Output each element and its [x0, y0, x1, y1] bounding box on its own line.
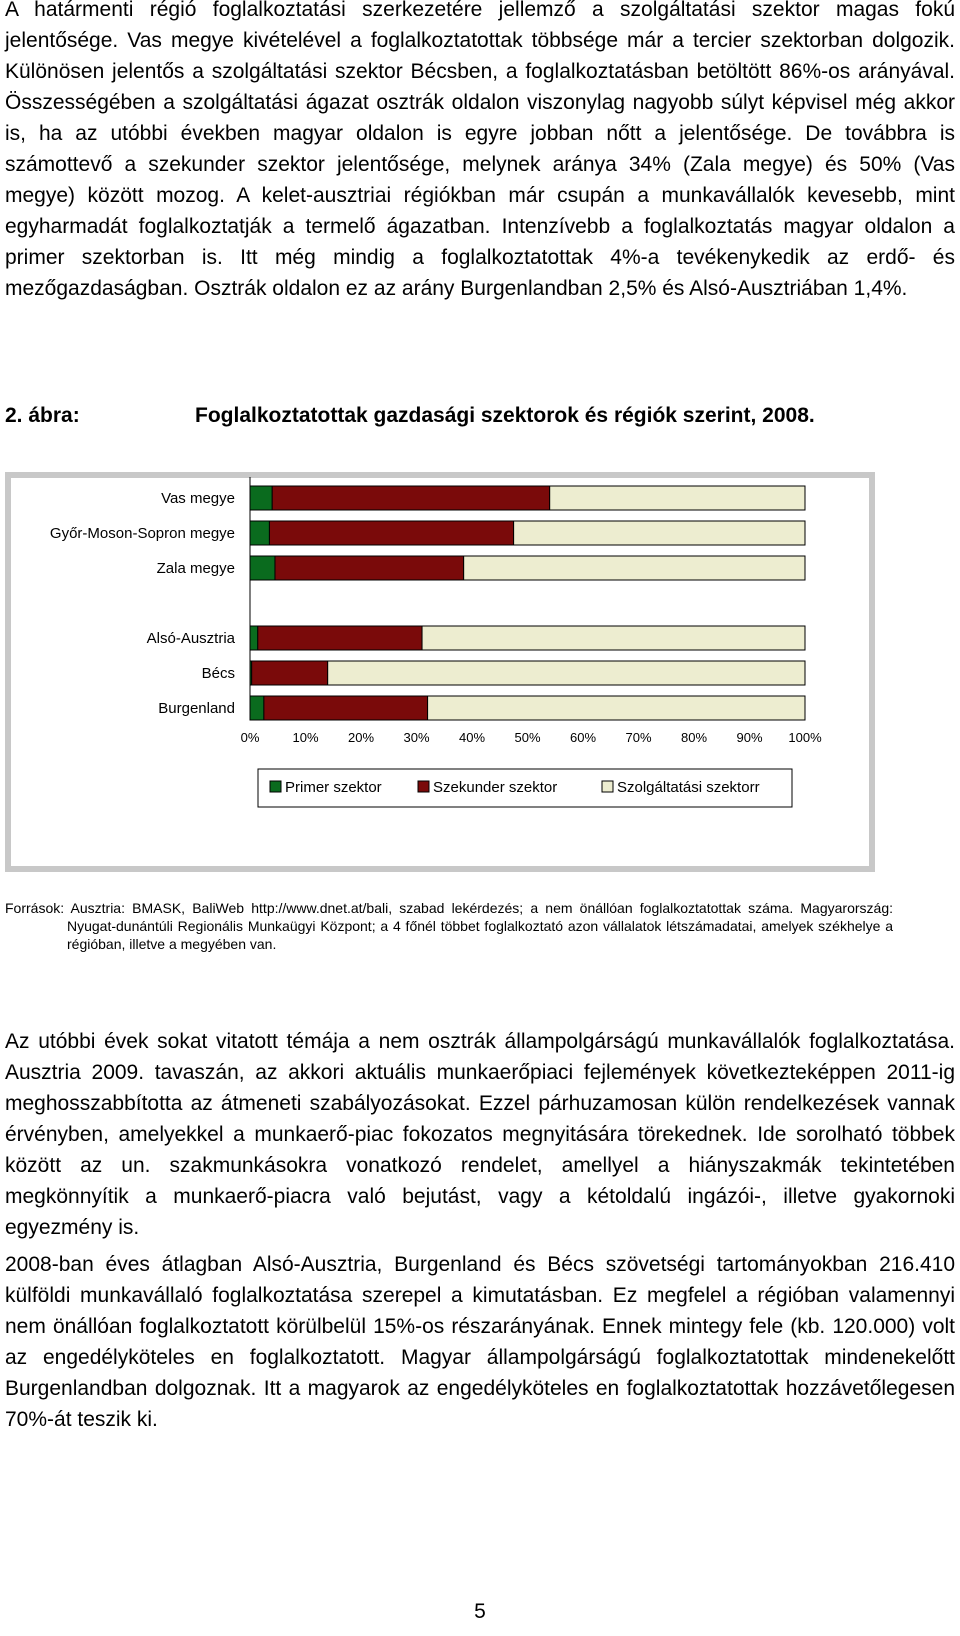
bar-segment — [250, 486, 272, 510]
x-tick-label: 90% — [736, 730, 763, 745]
category-label: Bécs — [201, 665, 235, 682]
legend-label: Primer szektor — [285, 779, 382, 796]
x-tick-label: 80% — [680, 730, 708, 745]
page-number: 5 — [474, 1600, 486, 1623]
x-tick-label: 70% — [625, 730, 652, 745]
x-tick-label: 0% — [240, 730, 260, 745]
x-tick-label: 60% — [569, 730, 597, 745]
bar-segment — [250, 521, 269, 545]
figure-number: 2. ábra: — [5, 404, 80, 427]
category-label: Zala megye — [156, 560, 235, 577]
legend-swatch — [270, 781, 281, 792]
x-tick-label: 50% — [514, 730, 541, 745]
bar-segment — [422, 626, 805, 650]
intro-paragraph: A határmenti régió foglalkoztatási szerkezetére jellemző a szolgáltatási szektor magas fokú jelentősége. Vas megye kivételével a foglalkoztatottak többsége már a tercier szektorban dolgozik. Különösen jelentős a szolgáltatási szektor Bécsben, a foglalkoztatásban betöltött 86%-os arányával. Összességében a szolgáltatási ágazat osztrák oldalon viszonylag nagyobb súlyt képvisel még akkor is, ha az utóbbi években magyar oldalon is egyre jobban nőtt a jelentősége. De továbbra is számottevő a szekunder szektor jelentősége, melynek aránya 34% (Zala megye) és 50% (Vas megye) között mozog. A kelet-ausztriai régiókban már csupán a munkavállalók kevesebb, mint egyharmadát foglalkoztatják a termelő ágazatban. Intenzívebb a foglalkoztatás magyar oldalon a primer szektorban is. Itt még mindig a foglalkoztatottak 4%-a tevékenykedik az erdő- és mezőgazdaságban. Osztrák oldalon ez az arány Burgenlandban 2,5% és Alsó-Ausztriában 1,4%. — [5, 0, 955, 300]
x-tick-label: 100% — [788, 730, 822, 745]
x-tick-label: 30% — [403, 730, 430, 745]
bar-segment — [272, 486, 550, 510]
bar-segment — [428, 696, 805, 720]
bar-segment — [252, 661, 328, 685]
bar-segment — [258, 626, 422, 650]
sources-text: Források: Ausztria: BMASK, BaliWeb http://www.dnet.at/bali, szabad lekérdezés; a nem önállóan foglalkoztatottak száma. Magyarország: Nyugat-dunántúli Regionális Munkaügyi Központ; a 4 főnél többet foglalkoztató azon vállalatok létszámadatai, amelyek székhelye a régióban, illetve a megyében van. — [5, 900, 893, 952]
figure-title: Foglalkoztatottak gazdasági szektorok és régiók szerint, 2008. — [195, 404, 815, 427]
bar-segment — [250, 556, 275, 580]
legend-label: Szolgáltatási szektorr — [617, 779, 760, 796]
middle-paragraph: Az utóbbi évek sokat vitatott témája a nem osztrák állampolgárságú munkavállalók foglalkoztatása. Ausztria 2009. tavaszán, az akkori aktuális munkaerőpiaci fejlemények következteképpen 2011-ig meghosszabbította az átmeneti szabályozásokat. Ezzel párhuzamosan külön rendelkezések vannak érvényben, amelyekkel a munkaerő-piac fokozatos megnyitására törekednek. Ide sorolható többek között az un. szakmunkásokra vonatkozó rendelet, amellyel a hiányszakmák tekintetében megkönnyítik a munkaerő-piacra való bejutást, vagy a kétoldalú ingázói-, illetve gyakornoki egyezmény is. — [5, 1030, 955, 1239]
bar-segment — [250, 626, 258, 650]
category-label: Vas megye — [161, 490, 235, 507]
sources-note — [5, 899, 893, 953]
category-label: Győr-Moson-Sopron megye — [49, 525, 235, 542]
bar-segment — [514, 521, 805, 545]
category-label: Burgenland — [158, 700, 235, 717]
x-tick-label: 40% — [458, 730, 486, 745]
bar-segment — [264, 696, 428, 720]
bar-segment — [250, 696, 264, 720]
bar-segment — [328, 661, 805, 685]
category-label: Alsó-Ausztria — [146, 630, 235, 647]
bar-segment — [550, 486, 805, 510]
legend-swatch — [418, 781, 429, 792]
last-paragraph: 2008-ban éves átlagban Alsó-Ausztria, Burgenland és Bécs szövetségi tartományokban 216.410 külföldi munkavállaló foglalkoztatása szerepel a kimutatásban. Ez megfelel a régióban valamennyi nem önállóan foglalkoztatott körülbelül 15%-os részarányának. Ennek mintegy fele (kb. 120.000) volt az engedélyköteles en foglalkoztatott. Magyar állampolgárságú foglalkoztatottak mindenekelőtt Burgenlandban dolgoznak. Itt a magyarok az engedélyköteles en foglalkoztatottak hozzávetőlegesen 70%-át teszik ki. — [5, 1253, 955, 1431]
stacked-bar-chart — [5, 472, 875, 872]
bar-segment — [275, 556, 464, 580]
bar-segment — [269, 521, 513, 545]
bar-segment — [464, 556, 805, 580]
chart-frame — [5, 472, 875, 872]
legend-label: Szekunder szektor — [433, 779, 558, 796]
legend-swatch — [602, 781, 613, 792]
x-tick-label: 10% — [292, 730, 319, 745]
x-tick-label: 20% — [347, 730, 375, 745]
